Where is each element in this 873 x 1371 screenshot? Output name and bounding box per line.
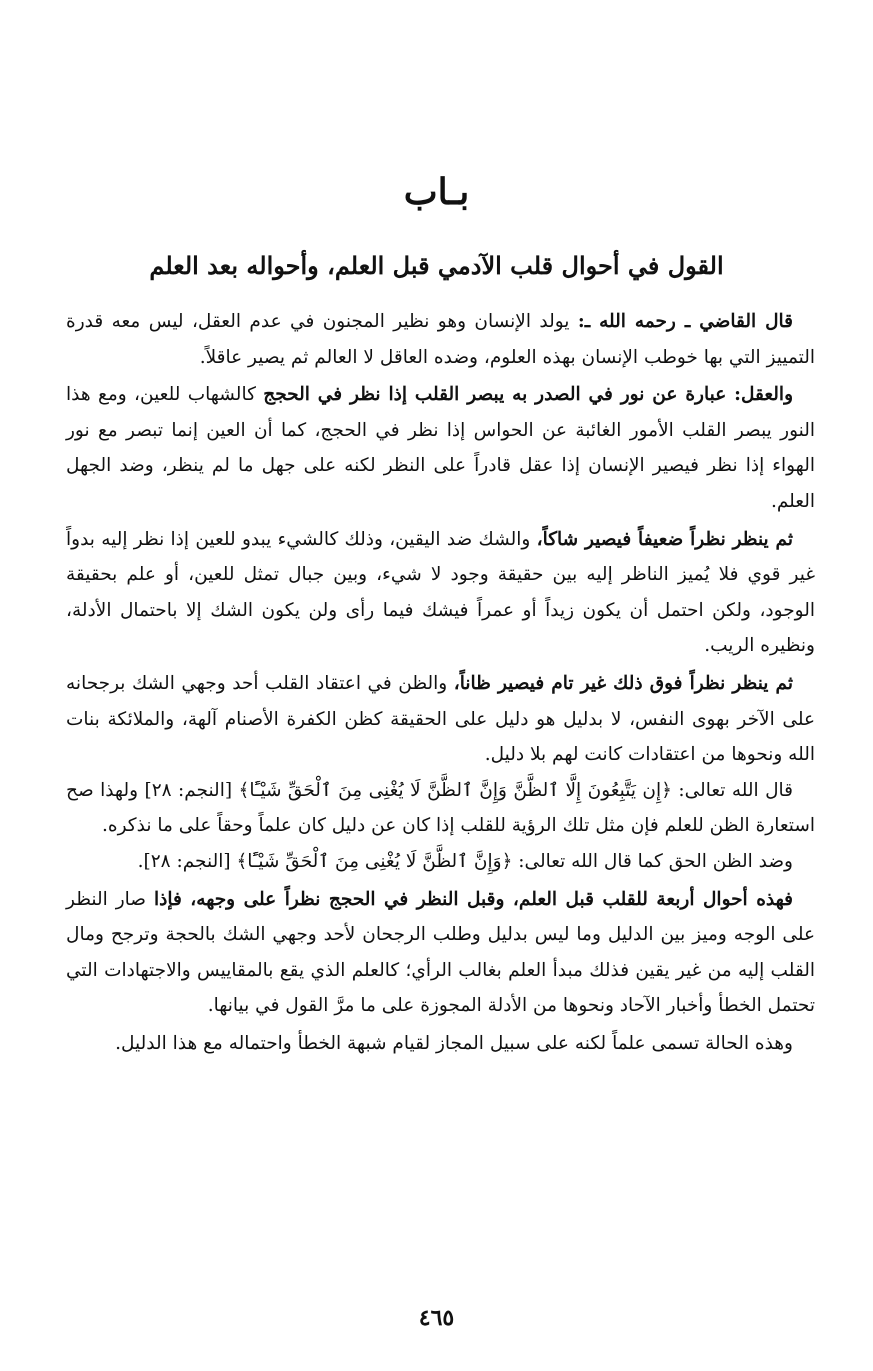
paragraph <box>66 666 815 773</box>
paragraph <box>66 773 815 844</box>
paragraph <box>66 377 815 519</box>
paragraph <box>66 304 815 375</box>
body-text <box>66 304 815 1061</box>
paragraph <box>66 844 815 880</box>
paragraph-text: والظن في اعتقاد القلب أحد وجهي الشك برجحانه على الآخر بهوى النفس، لا بدليل هو دليل على الحقيقة كظن الكفرة الأصنام آلهة، والملائكة بنات الله ونحوها من اعتقادات كانت لهم بلا دليل. <box>66 672 815 766</box>
paragraph-text: قال الله تعالى: ﴿إِن يَتَّبِعُونَ إِلَّا ٱلظَّنَّ وَإِنَّ ٱلظَّنَّ لَا يُغْنِى مِنَ ٱلْحَقِّ شَيْـًٔا﴾ [النجم: ٢٨] ولهذا صح استعارة الظن للعلم فإن مثل تلك الرؤية للقلب إذا كان عن دليل كان علماً وحقاً على ما نذكره. <box>66 779 815 837</box>
paragraph-text: صار النظر على الوجه وميز بين الدليل وما ليس بدليل وطلب الرجحان لأحد وجهي الشك بالحجة وترجح ومال القلب إليه من غير يقين فذلك مبدأ العلم بغالب الرأي؛ كالعلم الذي يقع بالمقاييس والاجتهادات التي تحتمل الخطأ وأخبار الآحاد ونحوها من الأدلة المجوزة على ما مرَّ القول في بيانها. <box>66 888 815 1017</box>
paragraph-lead: ثم ينظر نظراً ضعيفاً فيصير شاكاً، <box>536 528 793 550</box>
paragraph <box>66 1026 815 1062</box>
paragraph-text: وهذه الحالة تسمى علماً لكنه على سبيل المجاز لقيام شبهة الخطأ واحتماله مع هذا الدليل. <box>115 1032 793 1054</box>
paragraph-lead: فهذه أحوال أربعة للقلب قبل العلم، وقبل النظر في الحجج نظراً على وجهه، فإذا <box>153 888 793 910</box>
paragraph <box>66 522 815 664</box>
chapter-title: القول في أحوال قلب الآدمي قبل العلم، وأحواله بعد العلم <box>149 251 724 280</box>
paragraph <box>66 882 815 1024</box>
chapter-heading: بـاب <box>403 171 470 213</box>
paragraph-text: كالشهاب للعين، ومع هذا النور يبصر القلب الأمور الغائبة عن الحواس إذا نظر في الحجج، كما أن العين إنما تبصر مع نور الهواء إذا نظر فيصير الإنسان إذا عقل قادراً على النظر لكنه على جهل ما لم ينظر، وضد الجهل العلم. <box>66 384 815 512</box>
paragraph-text: يولد الإنسان وهو نظير المجنون في عدم العقل، ليس معه قدرة التمييز التي بها خوطب الإنسان بهذه العلوم، وضده العاقل لا العالم ثم يصير عاقلاً. <box>66 311 815 368</box>
paragraph-text: والشك ضد اليقين، وذلك كالشيء يبدو للعين إذا نظر إليه بدواً غير قوي فلا يُميز الناظر إليه بين حقيقة وجود لا شيء، وبين جبال تمثل للعين، أو علم بحقيقة الوجود، ولكن احتمل أن يكون زيداً أو عمراً فيشك فيما رأى ولن يكون الشك إلا باحتمال الأدلة، ونظيره الريب. <box>66 528 815 657</box>
paragraph-text: وضد الظن الحق كما قال الله تعالى: ﴿وَإِنَّ ٱلظَّنَّ لَا يُغْنِى مِنَ ٱلْحَقِّ شَيْـًٔا﴾ [النجم: ٢٨]. <box>137 850 793 872</box>
paragraph-lead: ثم ينظر نظراً فوق ذلك غير تام فيصير ظاناً، <box>453 672 793 694</box>
paragraph-lead: قال القاضي ـ رحمه الله ـ: <box>577 311 793 332</box>
page-number: ٤٦٥ <box>418 1305 455 1331</box>
paragraph-lead: والعقل: عبارة عن نور في الصدر به يبصر القلب إذا نظر في الحجج <box>263 384 793 406</box>
